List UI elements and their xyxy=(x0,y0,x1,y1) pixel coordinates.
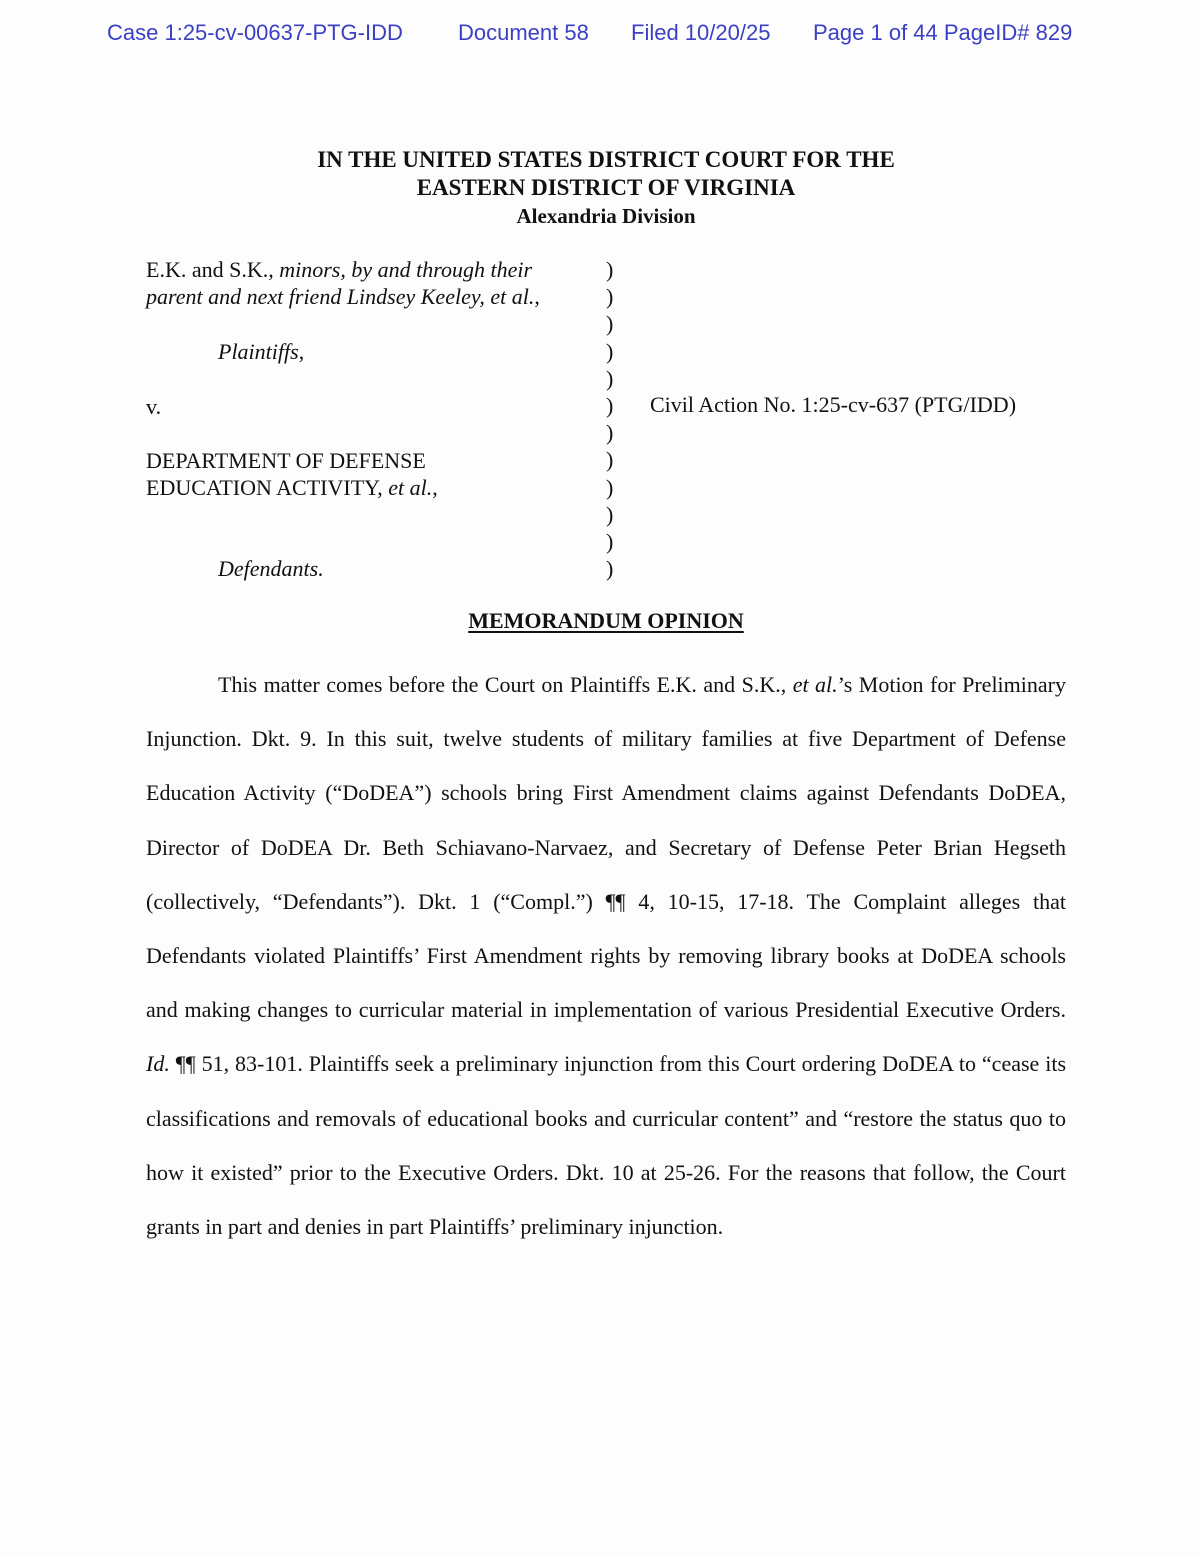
paren: ) xyxy=(606,528,614,554)
defendant-line-2-comma: , xyxy=(432,475,438,500)
plaintiff-line-2 xyxy=(146,283,540,310)
defendant-line-1: DEPARTMENT OF DEFENSE xyxy=(146,448,426,473)
court-name-line-1: IN THE UNITED STATES DISTRICT COURT FOR THE xyxy=(317,147,895,172)
court-caption xyxy=(0,146,1200,230)
defendant-line-2 xyxy=(146,474,438,501)
plaintiff-line-2-comma: , xyxy=(534,284,540,309)
caption-parentheses xyxy=(606,256,613,582)
case-number: Case 1:25-cv-00637-PTG-IDD xyxy=(107,20,403,45)
paren: ) xyxy=(606,392,614,418)
filed-date: Filed 10/20/25 xyxy=(631,20,771,45)
paren: ) xyxy=(606,556,614,582)
paren: ) xyxy=(606,474,614,500)
plaintiffs-label-line xyxy=(218,338,304,365)
court-division: Alexandria Division xyxy=(516,204,696,228)
defendants-label: Defendants. xyxy=(218,556,324,581)
court-name-line-2: EASTERN DISTRICT OF VIRGINIA xyxy=(416,175,796,200)
versus: v. xyxy=(146,394,162,419)
paren: ) xyxy=(606,501,614,527)
plaintiffs-label: Plaintiffs xyxy=(218,339,299,364)
defendant-et-al: et al. xyxy=(388,475,433,500)
document-number: Document 58 xyxy=(458,20,589,45)
paragraph-text-b: ’s Motion for Preliminary Injunction. Dkt. 9. In this suit, twelve students of military families at five Department of Defense Education Activity (“DoDEA”) schools bring First Amendment claims against Defendants DoDEA, Director of DoDEA Dr. Beth Schiavano-Narvaez, and Secretary of Defense Peter Brian Hegseth (collectively, “Defendants”). Dkt. 1 (“Compl.”) ¶¶ 4, 10-15, 17-18. The Complaint alleges that Defendants violated Plaintiffs’ First Amendment rights by removing library books at DoDEA schools and making changes to curricular material in implementation of various Presidential Executive Orders. xyxy=(146,672,1066,1023)
et-al: et al. xyxy=(792,672,838,697)
plaintiff-description-1: minors, by and through their xyxy=(279,257,533,282)
document-title: MEMORANDUM OPINION xyxy=(468,608,744,633)
paragraph-text-c: ¶¶ 51, 83-101. Plaintiffs seek a preliminary injunction from this Court ordering DoDEA to “cease its classifications and removals of educational books and curricular content” and “restore the status quo to how it existed” prior to the Executive Orders. Dkt. 10 at 25-26. For the reasons that follow, the Court grants in part and denies in part Plaintiffs’ preliminary injunction. xyxy=(146,1051,1066,1240)
paren: ) xyxy=(606,447,614,473)
paren: ) xyxy=(606,284,614,310)
plaintiff-line-1 xyxy=(146,256,532,283)
plaintiffs-label-comma: , xyxy=(298,339,305,364)
plaintiff-description-2: parent and next friend Lindsey Keeley, et al. xyxy=(146,284,535,309)
paren: ) xyxy=(606,311,614,337)
paragraph-text-a: This matter comes before the Court on Plaintiffs E.K. and S.K., xyxy=(218,672,793,697)
civil-action-number: Civil Action No. 1:25-cv-637 (PTG/IDD) xyxy=(650,392,1017,417)
opinion-body xyxy=(146,658,1066,1254)
id-citation: Id. xyxy=(146,1051,170,1077)
paren: ) xyxy=(606,420,614,446)
plaintiff-names: E.K. and S.K., xyxy=(146,257,280,282)
paren: ) xyxy=(606,257,614,282)
paragraph xyxy=(146,658,1066,1254)
defendant-name-2: EDUCATION ACTIVITY, xyxy=(146,475,389,500)
paren: ) xyxy=(606,365,614,391)
page-id: Page 1 of 44 PageID# 829 xyxy=(813,20,1073,45)
paren: ) xyxy=(606,338,614,364)
